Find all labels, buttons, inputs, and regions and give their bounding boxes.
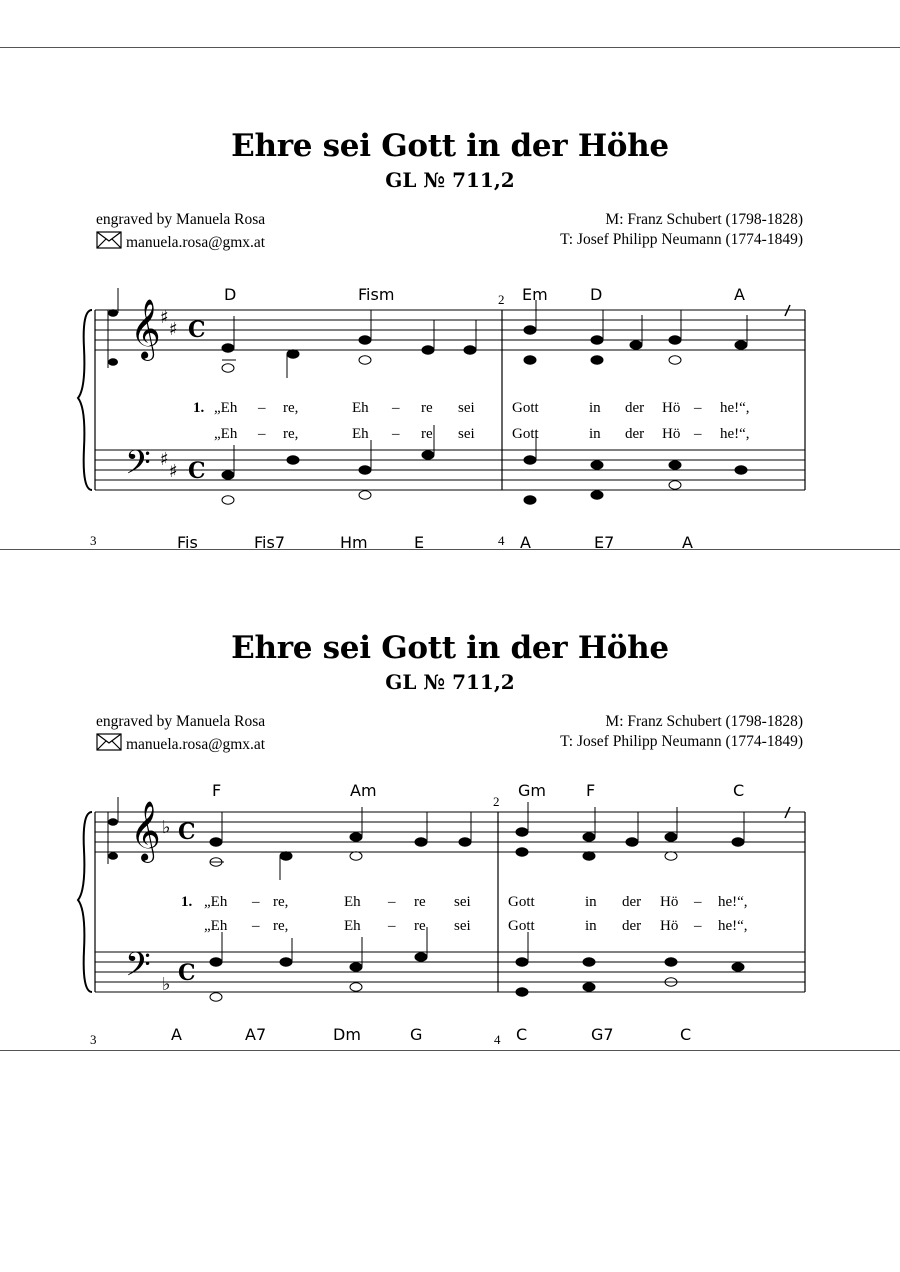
bass-clef: 𝄢 bbox=[125, 444, 151, 490]
lyric-syllable: Eh bbox=[344, 894, 361, 910]
verse-number: 1. bbox=[193, 400, 205, 416]
lyric-syllable: re, bbox=[283, 400, 299, 416]
chord-symbol: Em bbox=[522, 285, 548, 304]
chord-symbol: Fis7 bbox=[254, 533, 285, 548]
lyric-syllable: Eh bbox=[352, 400, 369, 416]
lyric-syllable: sei bbox=[454, 894, 471, 910]
lyric-syllable: he!“, bbox=[718, 918, 748, 934]
lyric-syllable: „Eh bbox=[204, 894, 228, 910]
measure-number: 4 bbox=[494, 1032, 501, 1047]
lyric-syllable: Eh bbox=[352, 426, 369, 442]
lyric-syllable: re bbox=[414, 894, 426, 910]
email-address[interactable]: manuela.rosa@gmx.at bbox=[126, 735, 266, 753]
lyric-syllable: sei bbox=[454, 918, 471, 934]
lyric-syllable: sei bbox=[458, 426, 475, 442]
chord-symbol: A bbox=[171, 1025, 182, 1044]
chord-symbol: G7 bbox=[591, 1025, 614, 1044]
lyric-syllable: sei bbox=[458, 400, 475, 416]
measure-number: 3 bbox=[90, 1032, 97, 1047]
lyric-hyphen: – bbox=[388, 918, 396, 934]
lyric-hyphen: – bbox=[252, 918, 260, 934]
measure-number: 4 bbox=[498, 533, 505, 548]
lyric-syllable: Hö bbox=[662, 400, 681, 416]
composer-credit: M: Franz Schubert (1798-1828) bbox=[605, 211, 803, 228]
chord-symbol: C bbox=[516, 1025, 528, 1044]
lyric-syllable: re bbox=[421, 400, 433, 416]
upper-notes bbox=[210, 802, 790, 880]
lyric-syllable: in bbox=[585, 894, 597, 910]
lyric-syllable: „Eh bbox=[214, 400, 238, 416]
chord-symbol: A7 bbox=[245, 1025, 267, 1044]
chord-symbol: Fis bbox=[177, 533, 198, 548]
music-score bbox=[0, 550, 900, 1050]
chord-symbol: A bbox=[734, 285, 745, 304]
time-signature: C bbox=[178, 819, 196, 845]
lyric-syllable: in bbox=[585, 918, 597, 934]
chord-symbol: A bbox=[682, 533, 693, 548]
lyric-syllable: in bbox=[589, 400, 601, 416]
lyric-hyphen: – bbox=[258, 426, 266, 442]
lyric-syllable: Hö bbox=[662, 426, 681, 442]
lyric-syllable: Eh bbox=[344, 918, 361, 934]
chord-symbol: D bbox=[590, 285, 603, 304]
bass-clef: 𝄢 bbox=[125, 946, 151, 992]
key-signature: ♯ bbox=[169, 461, 178, 482]
lyricist-credit: T: Josef Philipp Neumann (1774-1849) bbox=[560, 733, 803, 750]
measure-number: 2 bbox=[498, 292, 505, 307]
bass-staff bbox=[95, 952, 805, 992]
lyric-syllable: Gott bbox=[508, 894, 535, 910]
lyric-hyphen: – bbox=[694, 426, 702, 442]
key-signature: ♭ bbox=[162, 974, 171, 995]
lyric-syllable: Hö bbox=[660, 894, 679, 910]
music-score bbox=[0, 48, 900, 548]
chord-symbol: D bbox=[224, 285, 237, 304]
chord-symbol: G bbox=[410, 1025, 423, 1044]
lyric-hyphen: – bbox=[392, 400, 400, 416]
verse-number: 1. bbox=[181, 894, 193, 910]
lyric-syllable: he!“, bbox=[718, 894, 748, 910]
sheet-subtitle: GL № 711,2 bbox=[385, 168, 515, 192]
sheet-subtitle: GL № 711,2 bbox=[385, 670, 515, 694]
time-signature: C bbox=[188, 458, 206, 484]
lyric-hyphen: – bbox=[392, 426, 400, 442]
key-signature: ♯ bbox=[169, 319, 178, 340]
lyric-syllable: der bbox=[622, 894, 642, 910]
time-signature: C bbox=[178, 960, 196, 986]
engraver-credit: engraved by Manuela Rosa bbox=[96, 211, 266, 228]
lyric-syllable: der bbox=[625, 426, 645, 442]
key-signature: ♭ bbox=[162, 817, 171, 838]
chord-symbol: C bbox=[733, 781, 745, 800]
chord-symbol: F bbox=[586, 781, 596, 800]
email-address[interactable]: manuela.rosa@gmx.at bbox=[126, 233, 266, 251]
chord-symbol: Am bbox=[350, 781, 377, 800]
lyric-syllable: Gott bbox=[508, 918, 535, 934]
lyric-syllable: re, bbox=[283, 426, 299, 442]
key-signature: ♯ bbox=[160, 307, 169, 328]
key-signature: ♯ bbox=[160, 449, 169, 470]
lyric-syllable: „Eh bbox=[204, 918, 228, 934]
upper-notes bbox=[222, 300, 790, 378]
lyric-syllable: in bbox=[589, 426, 601, 442]
sheet-f-major bbox=[0, 550, 900, 1050]
lyric-hyphen: – bbox=[694, 918, 702, 934]
system-brace bbox=[78, 812, 92, 992]
system-brace bbox=[78, 310, 92, 490]
chord-symbol: E bbox=[414, 533, 425, 548]
chord-symbol: Fism bbox=[358, 285, 395, 304]
engraver-credit: engraved by Manuela Rosa bbox=[96, 713, 266, 730]
treble-clef: 𝄞 bbox=[130, 299, 161, 359]
lyric-syllable: der bbox=[625, 400, 645, 416]
chord-symbol: Hm bbox=[340, 533, 368, 548]
chord-symbol: Gm bbox=[518, 781, 546, 800]
measure-number: 2 bbox=[493, 794, 500, 809]
lyric-syllable: re, bbox=[273, 894, 289, 910]
lyric-hyphen: – bbox=[258, 400, 266, 416]
treble-staff bbox=[95, 812, 805, 852]
lyric-syllable: re bbox=[421, 426, 433, 442]
measure-number: 3 bbox=[90, 533, 97, 548]
lyric-syllable: Hö bbox=[660, 918, 679, 934]
page-divider-bottom bbox=[0, 1050, 900, 1051]
chord-symbol: F bbox=[212, 781, 222, 800]
time-signature: C bbox=[188, 317, 206, 343]
treble-clef: 𝄞 bbox=[130, 801, 161, 861]
lyric-syllable: Gott bbox=[512, 426, 539, 442]
sheet-title: Ehre sei Gott in der Höhe bbox=[231, 128, 669, 164]
sheet-title: Ehre sei Gott in der Höhe bbox=[231, 630, 669, 666]
intonation bbox=[105, 288, 121, 368]
lyric-syllable: „Eh bbox=[214, 426, 238, 442]
lyric-hyphen: – bbox=[694, 400, 702, 416]
sheet-d-major bbox=[0, 48, 900, 548]
lyric-hyphen: – bbox=[388, 894, 396, 910]
chord-symbol: A bbox=[520, 533, 531, 548]
composer-credit: M: Franz Schubert (1798-1828) bbox=[605, 713, 803, 730]
lyric-syllable: der bbox=[622, 918, 642, 934]
lyricist-credit: T: Josef Philipp Neumann (1774-1849) bbox=[560, 231, 803, 248]
lyric-hyphen: – bbox=[694, 894, 702, 910]
intonation bbox=[108, 797, 118, 864]
lower-notes bbox=[210, 927, 744, 1001]
lyric-hyphen: – bbox=[252, 894, 260, 910]
chord-symbol: C bbox=[680, 1025, 692, 1044]
chord-symbol: Dm bbox=[333, 1025, 361, 1044]
chord-symbol: E7 bbox=[594, 533, 615, 548]
lyric-syllable: he!“, bbox=[720, 400, 750, 416]
lyric-syllable: re, bbox=[273, 918, 289, 934]
lyric-syllable: re bbox=[414, 918, 426, 934]
lyric-syllable: he!“, bbox=[720, 426, 750, 442]
lyric-syllable: Gott bbox=[512, 400, 539, 416]
